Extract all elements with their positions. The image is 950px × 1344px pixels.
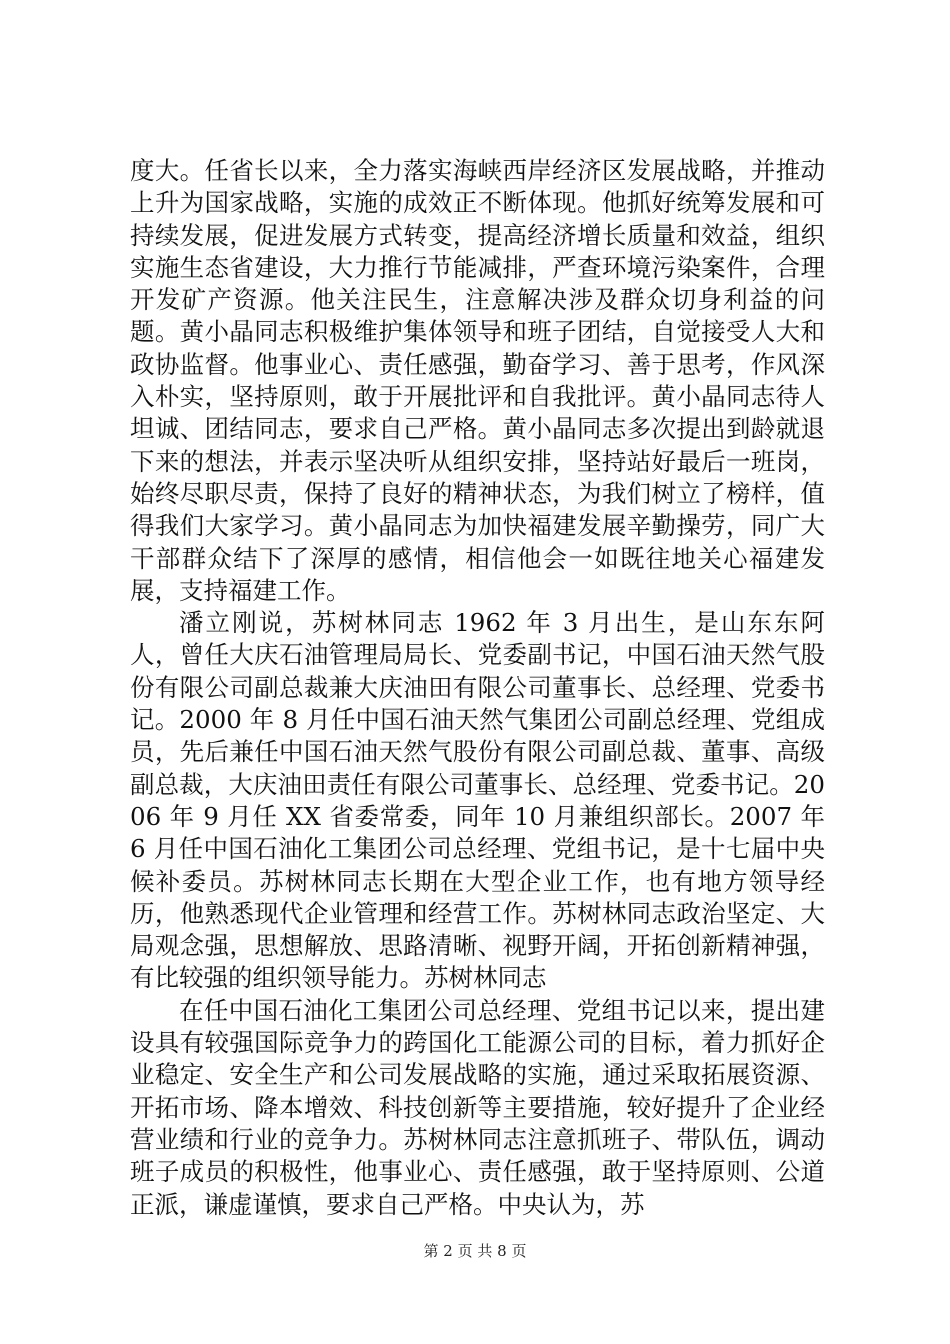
paragraph-3: 在任中国石油化工集团公司总经理、党组书记以来，提出建设具有较强国际竞争力的跨国化工能源公司的目标，着力抓好企业稳定、安全生产和公司发展战略的实施，通过采取拓展资源、开拓市场、降本增效、科技创新等主要措施，较好提升了企业经营业绩和行业的竞争力。苏树林同志注意抓班子、带队伍，调动班子成员的积极性，他事业心、责任感强，敢于坚持原则、公道正派，谦虚谨慎，要求自己严格。中央认为，苏	[130, 995, 825, 1219]
paragraph-1: 度大。任省长以来，全力落实海峡西岸经济区发展战略，并推动上升为国家战略，实施的成效正不断体现。他抓好统筹发展和可持续发展，促进发展方式转变，提高经济增长质量和效益，组织实施生态省建设，大力推行节能减排，严查环境污染案件，合理开发矿产资源。他关注民生，注意解决涉及群众切身利益的问题。黄小晶同志积极维护集体领导和班子团结，自觉接受人大和政协监督。他事业心、责任感强，勤奋学习、善于思考，作风深入朴实，坚持原则，敢于开展批评和自我批评。黄小晶同志待人坦诚、团结同志，要求自己严格。黄小晶同志多次提出到龄就退下来的想法，并表示坚决听从组织安排，坚持站好最后一班岗，始终尽职尽责，保持了良好的精神状态，为我们树立了榜样，值得我们大家学习。黄小晶同志为加快福建发展辛勤操劳，同广大干部群众结下了深厚的感情，相信他会一如既往地关心福建发展，支持福建工作。	[130, 156, 825, 605]
paragraph-2: 潘立刚说，苏树林同志 1962 年 3 月出生，是山东东阿人，曾任大庆石油管理局局长、党委副书记，中国石油天然气股份有限公司副总裁兼大庆油田有限公司董事长、总经理、党委书记。2000 年 8 月任中国石油天然气集团公司副总经理、党组成员，先后兼任中国石油天然气股份有限公司副总裁、董事、高级副总裁，大庆油田责任有限公司董事长、总经理、党委书记。2006 年 9 月任 XX 省委常委，同年 10 月兼组织部长。2007 年 6 月任中国石油化工集团公司总经理、党组书记，是十七届中央候补委员。苏树林同志长期在大型企业工作，也有地方领导经历，他熟悉现代企业管理和经营工作。苏树林同志政治坚定、大局观念强，思想解放、思路清晰、视野开阔，开拓创新精神强，有比较强的组织领导能力。苏树林同志	[130, 608, 825, 993]
document-body	[130, 155, 825, 1221]
page-footer: 第 2 页 共 8 页	[423, 1242, 527, 1260]
